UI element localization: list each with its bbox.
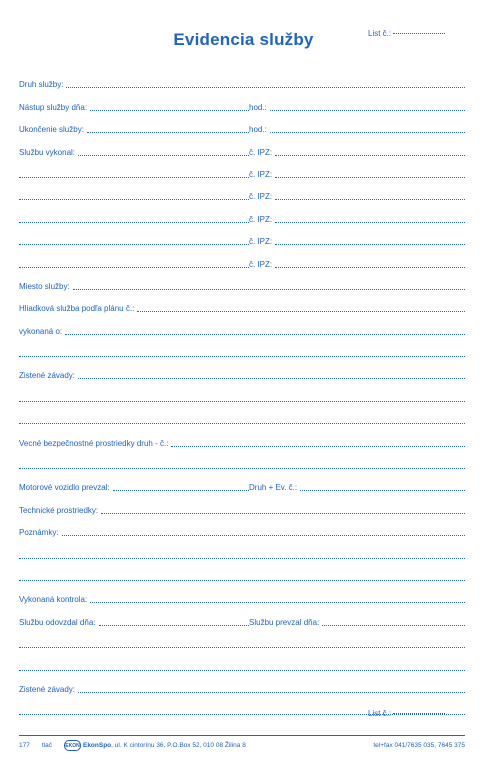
label-miesto: Miesto služby: bbox=[19, 281, 70, 291]
label-druh-ev: Druh + Ev. č.: bbox=[249, 483, 298, 493]
row-vecne-prostriedky bbox=[19, 426, 465, 448]
row-technicke bbox=[19, 493, 465, 515]
field-ipz[interactable] bbox=[275, 267, 465, 268]
sheet-label: List č.: bbox=[368, 29, 392, 38]
row-druh-sluzby bbox=[19, 68, 465, 90]
row-zistene-zavady bbox=[19, 359, 465, 381]
row-vykonal-extra bbox=[19, 158, 465, 180]
footer-divider bbox=[19, 735, 465, 736]
form-body bbox=[19, 68, 465, 717]
label-ukoncenie-hod: hod.: bbox=[249, 125, 267, 135]
field-technicke[interactable] bbox=[101, 513, 465, 514]
row-blank bbox=[19, 337, 465, 359]
field-zistene-zavady-2[interactable] bbox=[78, 692, 465, 693]
sheet-label: List č.: bbox=[368, 709, 392, 718]
field-vykonal[interactable] bbox=[78, 155, 249, 156]
label-druh-sluzby: Druh služby: bbox=[19, 80, 64, 90]
field-blank-line[interactable] bbox=[19, 558, 465, 559]
row-blank bbox=[19, 381, 465, 403]
row-hliadkova bbox=[19, 292, 465, 314]
field-nastup-hod[interactable] bbox=[270, 110, 465, 111]
field-vykonal-extra[interactable] bbox=[19, 244, 249, 245]
field-ukoncenie-datum[interactable] bbox=[87, 132, 249, 133]
label-ipz: č. IPZ: bbox=[249, 214, 273, 224]
field-blank-line[interactable] bbox=[19, 468, 465, 469]
sheet-number-top bbox=[368, 29, 445, 38]
form-number: 177 bbox=[19, 742, 30, 749]
row-kontrola bbox=[19, 583, 465, 605]
row-blank bbox=[19, 650, 465, 672]
row-blank bbox=[19, 449, 465, 471]
field-hliadkova[interactable] bbox=[137, 311, 465, 312]
label-zistene-zavady: Zistené závady: bbox=[19, 371, 76, 381]
field-blank-line[interactable] bbox=[19, 647, 465, 648]
label-prevzal: Službu prevzal dňa: bbox=[249, 617, 320, 627]
label-nastup: Nástup služby dňa: bbox=[19, 102, 88, 112]
label-ipz: č. IPZ: bbox=[249, 259, 273, 269]
label-hliadkova: Hliadková služba podľa plánu č.: bbox=[19, 304, 135, 314]
label-zistene-zavady-2: Zistené závady: bbox=[19, 684, 76, 694]
field-poznamky[interactable] bbox=[62, 535, 465, 536]
label-ukoncenie: Ukončenie služby: bbox=[19, 125, 84, 135]
label-kontrola: Vykonaná kontrola: bbox=[19, 595, 88, 605]
sheet-number-field[interactable] bbox=[393, 33, 445, 34]
publisher-contact: tel+fax 041/7635 035, 7645 375 bbox=[373, 742, 465, 749]
field-blank-line[interactable] bbox=[19, 423, 465, 424]
row-nastup bbox=[19, 90, 465, 112]
field-prevzal[interactable] bbox=[322, 625, 465, 626]
field-druh-ev[interactable] bbox=[300, 490, 465, 491]
publisher-address: , ul. K cintorínu 36, P.O.Box 52, 010 08 Žilina 8 bbox=[111, 742, 246, 749]
label-poznamky: Poznámky: bbox=[19, 528, 59, 538]
label-ipz: č. IPZ: bbox=[249, 192, 273, 202]
label-ipz: č. IPZ: bbox=[249, 169, 273, 179]
sheet-number-bottom bbox=[368, 709, 445, 718]
label-vykonal: Službu vykonal: bbox=[19, 147, 76, 157]
label-vecne-prostriedky: Vecné bezpečnostné prostriedky druh - č.: bbox=[19, 438, 169, 448]
field-ipz[interactable] bbox=[275, 244, 465, 245]
field-nastup-datum[interactable] bbox=[90, 110, 249, 111]
label-ipz: č. IPZ: bbox=[249, 147, 273, 157]
field-odovzdal[interactable] bbox=[99, 625, 250, 626]
row-vykonal-extra bbox=[19, 225, 465, 247]
publisher-logo-icon: EKON bbox=[64, 740, 81, 751]
field-ipz[interactable] bbox=[275, 199, 465, 200]
field-vykonal-extra[interactable] bbox=[19, 199, 249, 200]
print-label: tlač bbox=[41, 742, 52, 749]
row-poznamky bbox=[19, 516, 465, 538]
row-motorove-vozidlo bbox=[19, 471, 465, 493]
label-odovzdal: Službu odovzdal dňa: bbox=[19, 617, 96, 627]
field-vykonal-extra[interactable] bbox=[19, 177, 249, 178]
row-vykonal-extra bbox=[19, 202, 465, 224]
row-odovzdanie bbox=[19, 605, 465, 627]
field-vecne-prostriedky[interactable] bbox=[171, 446, 465, 447]
publisher-name: EkonSpo bbox=[82, 742, 112, 749]
field-ipz[interactable] bbox=[275, 177, 465, 178]
field-blank-line[interactable] bbox=[19, 670, 465, 671]
field-motorove-vozidlo[interactable] bbox=[113, 490, 249, 491]
page-title: Evidencia služby bbox=[173, 30, 314, 49]
row-zistene-zavady-2 bbox=[19, 673, 465, 695]
field-miesto[interactable] bbox=[73, 289, 465, 290]
field-kontrola[interactable] bbox=[90, 602, 465, 603]
label-technicke: Technické prostriedky: bbox=[19, 505, 99, 515]
row-vykonana-o bbox=[19, 314, 465, 336]
label-ipz: č. IPZ: bbox=[249, 237, 273, 247]
row-blank bbox=[19, 628, 465, 650]
field-ukoncenie-hod[interactable] bbox=[270, 132, 465, 133]
field-vykonana-o[interactable] bbox=[65, 334, 465, 335]
label-vykonana-o: vykonaná o: bbox=[19, 326, 63, 336]
field-vykonal-extra[interactable] bbox=[19, 267, 249, 268]
label-nastup-hod: hod.: bbox=[249, 102, 267, 112]
field-ipz[interactable] bbox=[275, 222, 465, 223]
row-vykonal-extra bbox=[19, 247, 465, 269]
sheet-number-field[interactable] bbox=[393, 713, 445, 714]
row-miesto bbox=[19, 270, 465, 292]
field-vykonal-extra[interactable] bbox=[19, 222, 249, 223]
footer bbox=[19, 740, 465, 751]
label-motorove-vozidlo: Motorové vozidlo prevzal: bbox=[19, 483, 110, 493]
row-blank bbox=[19, 561, 465, 583]
row-blank bbox=[19, 404, 465, 426]
field-ipz[interactable] bbox=[275, 155, 465, 156]
row-blank bbox=[19, 538, 465, 560]
row-ukoncenie bbox=[19, 113, 465, 135]
field-blank-line[interactable] bbox=[19, 580, 465, 581]
field-blank-line[interactable] bbox=[19, 401, 465, 402]
field-blank-line[interactable] bbox=[19, 356, 465, 357]
row-vykonal bbox=[19, 135, 465, 157]
field-druh-sluzby[interactable] bbox=[66, 87, 465, 88]
field-zistene-zavady[interactable] bbox=[78, 378, 465, 379]
row-vykonal-extra bbox=[19, 180, 465, 202]
